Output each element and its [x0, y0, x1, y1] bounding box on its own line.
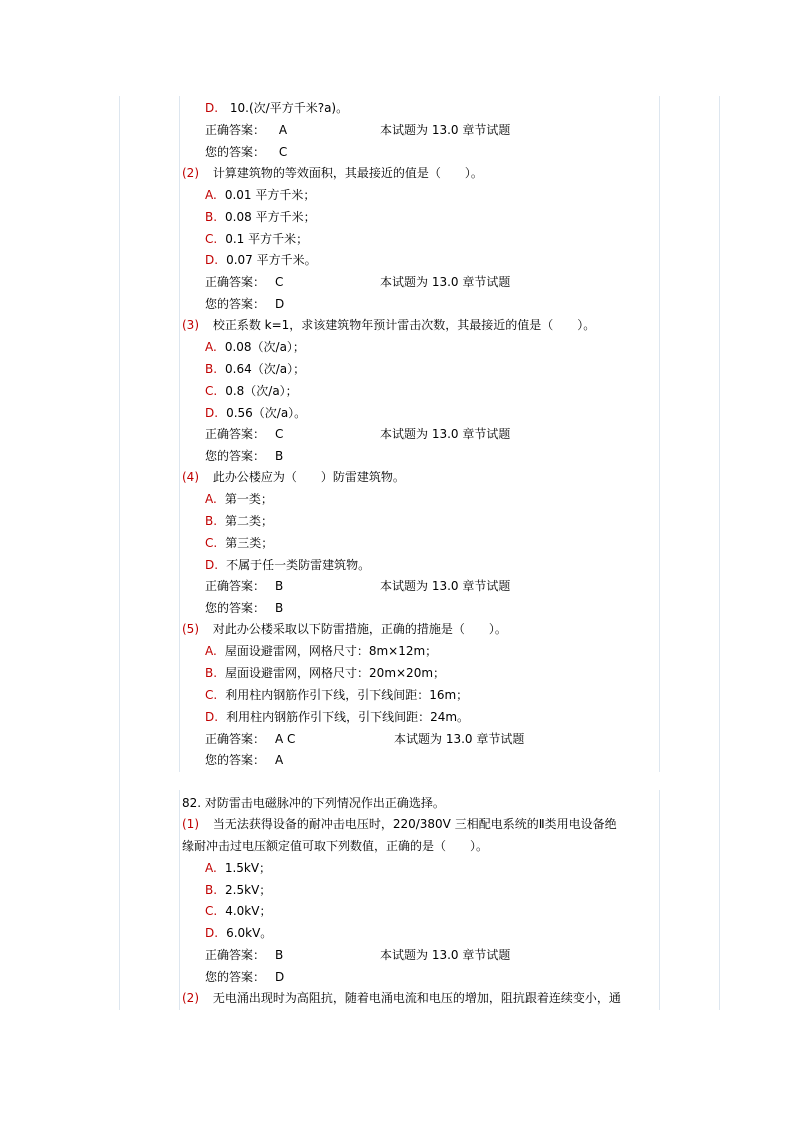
q2-option-d	[205, 252, 317, 268]
question-text: 当无法获得设备的耐冲击电压时，220/380V 三相配电系统的Ⅱ类用电设备绝	[212, 817, 617, 831]
q4-score-note: 本试题为 13.0 章节试题	[380, 579, 511, 593]
option-text: 0.1 平方千米；	[225, 232, 309, 246]
option-text: 0.56（次/a）。	[226, 406, 307, 420]
q2-option-c	[205, 231, 308, 247]
q2-stem	[182, 165, 483, 181]
yours-value: B	[275, 449, 284, 463]
option-letter: B.	[205, 514, 218, 528]
q82-1-your-answer	[205, 969, 284, 985]
left-border	[119, 96, 120, 1010]
yours-label: 您的答案：	[205, 297, 266, 311]
q5-stem	[182, 621, 507, 637]
q82-1-score-note: 本试题为 13.0 章节试题	[380, 948, 511, 962]
correct-value: B	[275, 579, 284, 593]
q5-your-answer	[205, 752, 283, 768]
option-letter: B.	[205, 362, 218, 376]
q4-option-a	[205, 491, 273, 507]
q82-1-stem-line2: 缘耐冲击过电压额定值可取下列数值，正确的是（ ）。	[182, 839, 489, 853]
q2-option-a	[205, 187, 315, 203]
question-number: (2)	[182, 166, 199, 180]
option-letter: A.	[205, 340, 217, 354]
option-letter: C.	[205, 232, 218, 246]
option-letter: C.	[205, 536, 218, 550]
question-number: (1)	[182, 817, 199, 831]
q82-2-stem	[182, 990, 621, 1006]
correct-value: A C	[275, 732, 296, 746]
yours-value: D	[275, 297, 285, 311]
question-number: (3)	[182, 318, 199, 332]
option-letter: B.	[205, 883, 218, 897]
yours-label: 您的答案：	[205, 449, 266, 463]
option-text: 10.(次/平方千米?a)。	[229, 101, 349, 115]
q5-option-c	[205, 687, 468, 703]
q4-option-c	[205, 535, 273, 551]
yours-value: A	[275, 753, 284, 767]
question-text: 此办公楼应为（ ）防雷建筑物。	[212, 470, 405, 484]
option-letter: C.	[205, 384, 218, 398]
option-letter: A.	[205, 188, 217, 202]
question-text: 计算建筑物的等效面积，其最接近的值是（ ）。	[212, 166, 483, 180]
option-letter: A.	[205, 492, 217, 506]
option-text: 1.5kV；	[224, 861, 272, 875]
question-text: 对此办公楼采取以下防雷措施，正确的措施是（ ）。	[212, 622, 507, 636]
q4-correct-answer	[205, 578, 283, 594]
option-text: 利用柱内钢筋作引下线，引下线间距：16m；	[225, 688, 469, 702]
question-number: (5)	[182, 622, 199, 636]
option-text: 6.0kV。	[226, 926, 273, 940]
q3-option-c	[205, 383, 298, 399]
correct-label: 正确答案：	[205, 948, 266, 962]
option-letter: C.	[205, 904, 218, 918]
right-border	[719, 96, 720, 1010]
option-text: 屋面设避雷网，网格尺寸：8m×12m；	[224, 644, 438, 658]
q82-1-option-a	[205, 860, 271, 876]
correct-label: 正确答案：	[205, 579, 266, 593]
option-text: 0.8（次/a）；	[225, 384, 298, 398]
q5-option-b	[205, 665, 445, 681]
question-text: 校正系数 k=1，求该建筑物年预计雷击次数，其最接近的值是（ ）。	[212, 318, 596, 332]
yours-value: C	[278, 145, 288, 159]
q4-stem	[182, 469, 405, 485]
option-text: 屋面设避雷网，网格尺寸：20m×20m；	[225, 666, 446, 680]
q82-1-option-c	[205, 903, 271, 919]
q3-option-d	[205, 405, 306, 421]
option-letter: D.	[205, 558, 219, 572]
option-letter: D.	[205, 253, 219, 267]
option-text: 0.08（次/a）；	[224, 340, 305, 354]
option-letter: B.	[205, 666, 218, 680]
q1-your-answer	[205, 144, 287, 160]
q5-option-a	[205, 643, 437, 659]
q3-stem	[182, 317, 595, 333]
q2-option-b	[205, 209, 316, 225]
q2-correct-answer	[205, 274, 283, 290]
q1-score-note: 本试题为 13.0 章节试题	[380, 123, 511, 137]
question-number: (2)	[182, 991, 199, 1005]
q4-option-b	[205, 513, 273, 529]
q3-your-answer	[205, 448, 283, 464]
q82-1-option-b	[205, 882, 271, 898]
correct-label: 正确答案：	[205, 427, 266, 441]
yours-label: 您的答案：	[205, 145, 266, 159]
option-text: 4.0kV；	[225, 904, 272, 918]
option-text: 利用柱内钢筋作引下线，引下线间距：24m。	[226, 710, 470, 724]
q82-1-stem-line1	[182, 816, 617, 832]
q4-option-d	[205, 557, 370, 573]
correct-label: 正确答案：	[205, 732, 266, 746]
correct-label: 正确答案：	[205, 123, 266, 137]
q3-correct-answer	[205, 426, 283, 442]
question-82-title: 82. 对防雷击电磁脉冲的下列情况作出正确选择。	[182, 796, 445, 810]
question-number: (4)	[182, 470, 199, 484]
inner-right-border-2	[659, 790, 660, 1010]
option-text: 第一类；	[224, 492, 273, 506]
yours-label: 您的答案：	[205, 601, 266, 615]
option-text: 0.08 平方千米；	[225, 210, 316, 224]
option-text: 0.64（次/a）；	[225, 362, 306, 376]
correct-value: A	[278, 123, 288, 137]
q5-score-note: 本试题为 13.0 章节试题	[394, 732, 525, 746]
q5-option-d	[205, 709, 469, 725]
q2-your-answer	[205, 296, 284, 312]
option-text: 第三类；	[225, 536, 274, 550]
option-letter: B.	[205, 210, 218, 224]
q1-option-d	[205, 100, 348, 116]
yours-label: 您的答案：	[205, 753, 266, 767]
q3-score-note: 本试题为 13.0 章节试题	[380, 427, 511, 441]
option-letter: C.	[205, 688, 218, 702]
option-letter: D.	[205, 926, 219, 940]
q82-1-option-d	[205, 925, 272, 941]
yours-value: B	[275, 601, 284, 615]
option-letter: D.	[205, 101, 219, 115]
option-text: 0.07 平方千米。	[226, 253, 317, 267]
option-letter: A.	[205, 644, 217, 658]
question-text: 无电涌出现时为高阻抗，随着电涌电流和电压的增加，阻抗跟着连续变小，通	[212, 991, 621, 1005]
option-text: 2.5kV；	[225, 883, 272, 897]
option-letter: D.	[205, 406, 219, 420]
inner-left-border-1	[179, 96, 180, 772]
correct-label: 正确答案：	[205, 275, 266, 289]
option-text: 第二类；	[225, 514, 274, 528]
correct-value: B	[275, 948, 284, 962]
option-letter: D.	[205, 710, 219, 724]
yours-value: D	[275, 970, 285, 984]
option-letter: A.	[205, 861, 217, 875]
q3-option-b	[205, 361, 305, 377]
q4-your-answer	[205, 600, 283, 616]
option-text: 0.01 平方千米；	[224, 188, 316, 202]
correct-value: C	[275, 275, 284, 289]
q5-correct-answer	[205, 731, 295, 747]
q1-correct-answer	[205, 122, 287, 138]
q3-option-a	[205, 339, 305, 355]
correct-value: C	[275, 427, 284, 441]
q2-score-note: 本试题为 13.0 章节试题	[380, 275, 511, 289]
option-text: 不属于任一类防雷建筑物。	[226, 558, 371, 572]
inner-right-border-1	[659, 96, 660, 772]
inner-left-border-2	[179, 790, 180, 1010]
q82-1-correct-answer	[205, 947, 283, 963]
yours-label: 您的答案：	[205, 970, 266, 984]
